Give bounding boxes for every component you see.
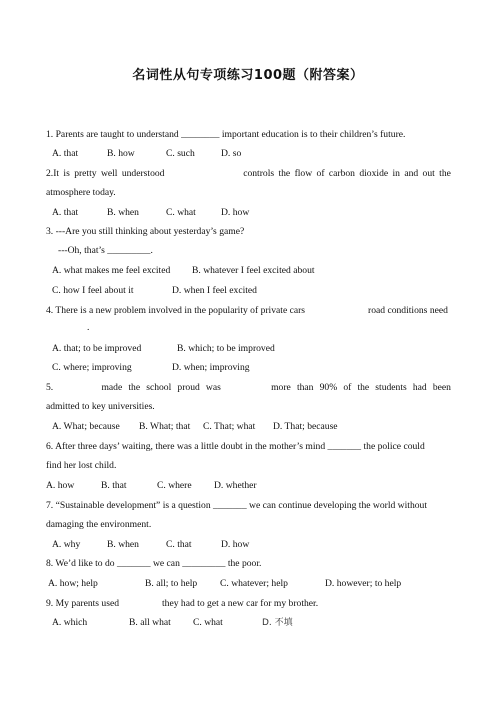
- question-2-option-a: A. that: [52, 207, 79, 218]
- question-3-option-d: D. when I feel excited: [172, 285, 257, 296]
- word: out: [422, 168, 435, 179]
- question-4-option-b: B. which; to be improved: [177, 343, 275, 354]
- word: more: [271, 382, 291, 393]
- question-2-option-d: D. how: [221, 207, 250, 218]
- question-1-stem: 1. Parents are taught to understand ________ important education is to their children’s future.: [46, 129, 406, 140]
- question-5-stem-line-1: [46, 382, 451, 394]
- question-6-stem-line-1: 6. After three days’ waiting, there was a little doubt in the mother’s mind _______ the police could: [46, 441, 425, 452]
- word: in: [392, 168, 400, 179]
- word: 90%: [319, 382, 338, 393]
- question-9-option-a: A. which: [52, 617, 88, 628]
- question-3-option-b: B. whatever I feel excited about: [192, 265, 315, 276]
- question-6-option-d: D. whether: [214, 480, 257, 491]
- question-9-stem-part-1: 9. My parents used: [46, 598, 120, 609]
- question-9-option-b: B. all what: [129, 617, 171, 628]
- word: than: [296, 382, 314, 393]
- word: the: [278, 168, 291, 179]
- question-4-stem-part-1: 4. There is a new problem involved in the popularity of private cars: [46, 305, 306, 316]
- word: of: [343, 382, 352, 393]
- question-5-option-b: B. What; that: [139, 421, 191, 432]
- word: carbon: [328, 168, 355, 179]
- question-4-option-c: C. where; improving: [52, 362, 132, 373]
- question-4-stem-part-2: road conditions need: [368, 305, 448, 316]
- word: of: [316, 168, 325, 179]
- question-9-stem-part-2: they had to get a new car for my brother.: [162, 598, 319, 609]
- question-6-option-a: A. how: [46, 480, 75, 491]
- document-title: 名词性从句专项练习100题（附答案）: [132, 68, 364, 83]
- word: dioxide: [359, 168, 389, 179]
- word: well: [100, 168, 118, 179]
- question-7-stem-line-2: damaging the environment.: [46, 519, 152, 530]
- question-1-option-d: D. so: [221, 148, 242, 159]
- question-5-stem-line-2: admitted to key universities.: [46, 401, 155, 412]
- question-2-option-c: C. what: [166, 207, 196, 218]
- question-7-option-d: D. how: [221, 539, 250, 550]
- word: was: [205, 382, 221, 393]
- question-3-option-c: C. how I feel about it: [52, 285, 134, 296]
- word: understood: [121, 168, 165, 179]
- question-2-stem-line-2: atmosphere today.: [46, 187, 116, 198]
- word: pretty: [74, 168, 97, 179]
- question-2-stem-line-1: [46, 168, 451, 180]
- question-1-option-a: A. that: [52, 148, 79, 159]
- question-2-option-b: B. when: [107, 207, 139, 218]
- question-5-option-c: C. That; what: [203, 421, 256, 432]
- question-6-stem-line-2: find her lost child.: [46, 460, 117, 471]
- blank: [169, 168, 239, 180]
- question-6-option-c: C. where: [157, 480, 192, 491]
- word: 2.It: [46, 168, 60, 179]
- question-9-option-d: D. 不填: [262, 618, 293, 628]
- word: the: [128, 382, 141, 393]
- question-7-stem-line-1: 7. “Sustainable development” is a question _______ we can continue developing the world without: [46, 500, 428, 511]
- word: 5.: [46, 382, 54, 393]
- question-7-option-a: A. why: [52, 539, 81, 550]
- question-9-option-c: C. what: [193, 617, 223, 628]
- question-1-option-b: B. how: [107, 148, 135, 159]
- word: made: [101, 382, 123, 393]
- question-5-option-a: A. What; because: [52, 421, 120, 432]
- question-3-stem-line-2: ---Oh, that’s _________.: [58, 245, 153, 256]
- blank: [227, 382, 265, 394]
- word: students: [375, 382, 407, 393]
- word: and: [404, 168, 419, 179]
- question-1-option-c: C. such: [166, 148, 195, 159]
- question-8-option-b: B. all; to help: [145, 578, 198, 589]
- word: flow: [294, 168, 313, 179]
- question-7-option-c: C. that: [166, 539, 192, 550]
- question-4-stem-period: .: [87, 322, 90, 333]
- question-5-option-d: D. That; because: [273, 421, 338, 432]
- blank: [59, 382, 95, 394]
- word: the: [439, 168, 451, 179]
- word: controls: [243, 168, 275, 179]
- question-3-option-a: A. what makes me feel excited: [52, 265, 171, 276]
- word: been: [432, 382, 451, 393]
- word: school: [146, 382, 172, 393]
- question-7-option-b: B. when: [107, 539, 139, 550]
- word: is: [63, 168, 70, 179]
- question-8-option-d: D. however; to help: [325, 578, 402, 589]
- question-3-stem-line-1: 3. ---Are you still thinking about yesterday’s game?: [46, 226, 245, 237]
- question-4-option-d: D. when; improving: [172, 362, 250, 373]
- word: had: [412, 382, 427, 393]
- question-4-option-a: A. that; to be improved: [52, 343, 142, 354]
- word: proud: [177, 382, 200, 393]
- question-8-stem: 8. We’d like to do _______ we can _________ the poor.: [46, 558, 262, 569]
- word: the: [357, 382, 370, 393]
- question-8-option-a: A. how; help: [48, 578, 98, 589]
- question-8-option-c: C. whatever; help: [220, 578, 288, 589]
- question-6-option-b: B. that: [101, 480, 127, 491]
